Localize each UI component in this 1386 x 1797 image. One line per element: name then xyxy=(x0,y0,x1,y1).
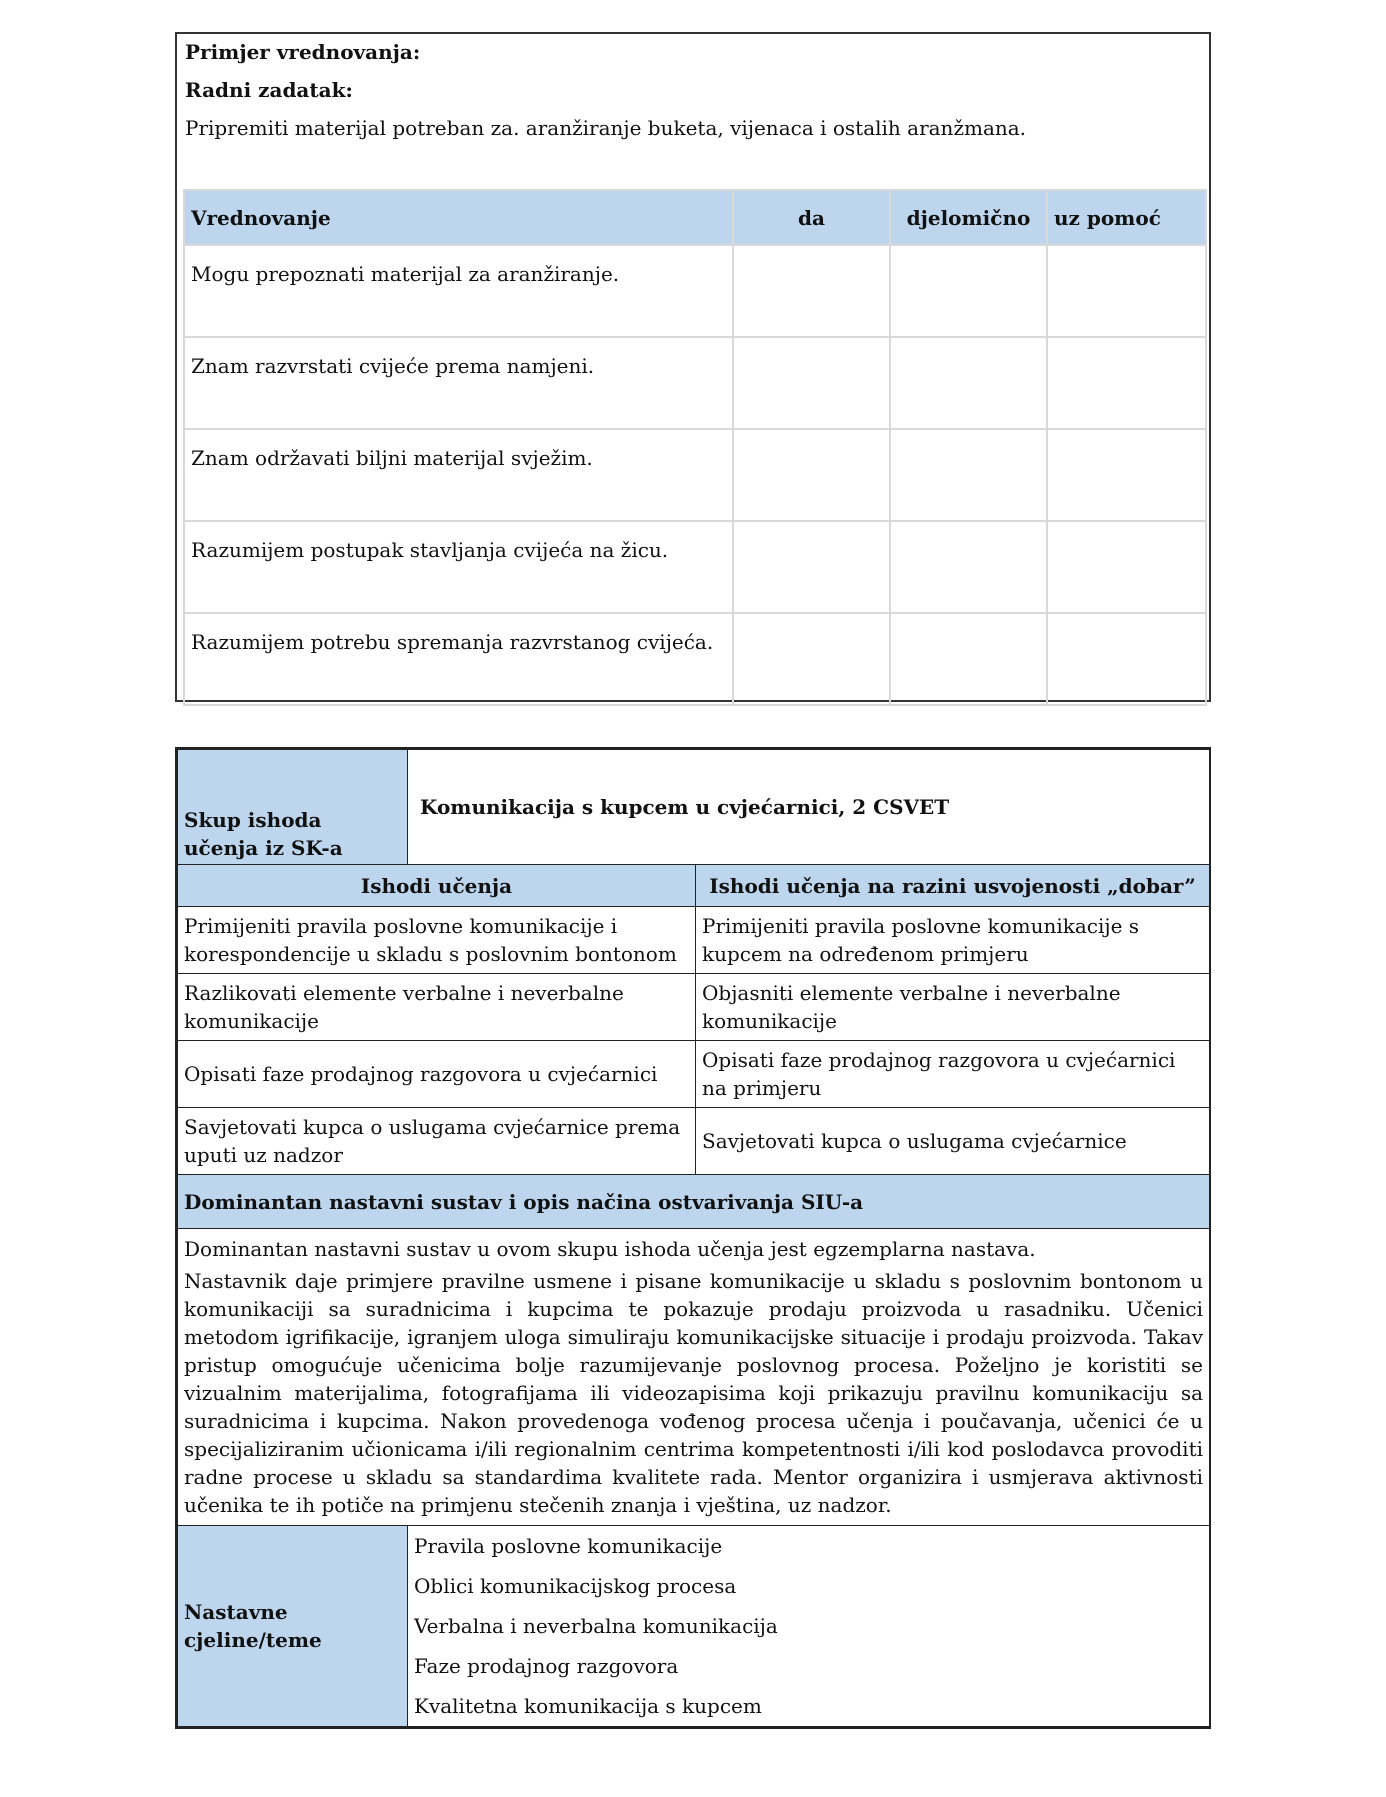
cell-djelomicno[interactable] xyxy=(890,245,1047,337)
outcome-text: Razlikovati elemente verbalne i neverbalne komunikacije xyxy=(178,974,696,1041)
topics-row xyxy=(178,1526,1210,1727)
outcomes-header-row xyxy=(178,865,1210,907)
siu-label: Skup ishoda učenja iz SK-a xyxy=(178,750,408,865)
header-vrednovanje: Vrednovanje xyxy=(184,190,733,245)
criterion-text: Mogu prepoznati materijal za aranžiranje. xyxy=(184,245,733,337)
table-row xyxy=(184,613,1206,705)
cell-da[interactable] xyxy=(733,245,890,337)
table-row xyxy=(184,337,1206,429)
cell-uz-pomoc[interactable] xyxy=(1047,613,1206,705)
topics-list xyxy=(408,1526,1210,1727)
siu-header-row xyxy=(178,750,1210,865)
system-paragraph: Nastavnik daje primjere pravilne usmene i pisane komunikacije u skladu s poslovnim bontonom u komunikaciji sa suradnicima i kupcima te pokazuje prodaju proizvoda u rasadniku. Učenici metodom igrifikacije, igranjem uloga simuliraju komunikacijske situacije i prodaju proizvoda. Takav pristup omogućuje učenicima bolje razumijevanje poslovnog procesa. Poželjno je koristiti se vizualnim materijalima, fotografijama ili videozapisima koji prikazuju pravilnu komunikaciju sa suradnicima i kupcima. Nakon provedenoga vođenog procesa učenja i poučavanja, učenici će u specijaliziranim učionicama i/ili regionalnim centrima kompetentnosti i/ili kod poslodavca provoditi radne procese u skladu sa standardima kvalitete rada. Mentor organizira i usmjerava aktivnosti učenika te ih potiče na primjenu stečenih znanja i vještina, uz nadzor. xyxy=(184,1269,1204,1517)
cell-djelomicno[interactable] xyxy=(890,429,1047,521)
criterion-text: Razumijem postupak stavljanja cvijeća na žicu. xyxy=(184,521,733,613)
table-row xyxy=(184,429,1206,521)
system-description xyxy=(178,1229,1210,1526)
learning-outcomes-set-table xyxy=(175,747,1211,1729)
outcome-row xyxy=(178,974,1210,1041)
topic-item: Kvalitetna komunikacija s kupcem xyxy=(414,1694,762,1718)
system-header-row xyxy=(178,1175,1210,1229)
outcome-text: Primijeniti pravila poslovne komunikacije i korespondencije u skladu s poslovnim bontonom xyxy=(178,907,696,974)
cell-uz-pomoc[interactable] xyxy=(1047,429,1206,521)
topic-item: Verbalna i neverbalna komunikacija xyxy=(414,1614,778,1638)
good-level-text: Savjetovati kupca o uslugama cvjećarnice xyxy=(696,1108,1210,1175)
outcome-row xyxy=(178,907,1210,974)
header-djelomicno: djelomično xyxy=(890,190,1047,245)
evaluation-example-box xyxy=(175,32,1211,702)
good-level-text: Objasniti elemente verbalne i neverbalne komunikacije xyxy=(696,974,1210,1041)
system-header: Dominantan nastavni sustav i opis načina ostvarivanja SIU-a xyxy=(178,1175,1210,1229)
topic-item: Pravila poslovne komunikacije xyxy=(414,1534,723,1558)
cell-da[interactable] xyxy=(733,613,890,705)
task-text: Pripremiti materijal potreban za. aranžiranje buketa, vijenaca i ostalih aranžmana. xyxy=(185,116,1027,140)
table-row xyxy=(184,245,1206,337)
siu-title: Komunikacija s kupcem u cvjećarnici, 2 CSVET xyxy=(408,750,1210,865)
outcomes-header: Ishodi učenja xyxy=(178,865,696,907)
criterion-text: Znam razvrstati cvijeće prema namjeni. xyxy=(184,337,733,429)
cell-da[interactable] xyxy=(733,521,890,613)
topics-label: Nastavne cjeline/teme xyxy=(178,1526,408,1727)
cell-uz-pomoc[interactable] xyxy=(1047,337,1206,429)
system-paragraph: Dominantan nastavni sustav u ovom skupu ishoda učenja jest egzemplarna nastava. xyxy=(184,1237,1036,1261)
cell-djelomicno[interactable] xyxy=(890,521,1047,613)
evaluation-table xyxy=(183,189,1207,706)
header-da: da xyxy=(733,190,890,245)
good-level-text: Primijeniti pravila poslovne komunikacije s kupcem na određenom primjeru xyxy=(696,907,1210,974)
system-description-row xyxy=(178,1229,1210,1526)
good-level-header: Ishodi učenja na razini usvojenosti „dobar” xyxy=(696,865,1210,907)
cell-da[interactable] xyxy=(733,429,890,521)
outcome-text: Opisati faze prodajnog razgovora u cvjećarnici xyxy=(178,1041,696,1108)
criterion-text: Razumijem potrebu spremanja razvrstanog cvijeća. xyxy=(184,613,733,705)
cell-uz-pomoc[interactable] xyxy=(1047,521,1206,613)
good-level-text: Opisati faze prodajnog razgovora u cvjećarnici na primjeru xyxy=(696,1041,1210,1108)
evaluation-heading: Primjer vrednovanja: xyxy=(185,40,421,64)
topic-item: Faze prodajnog razgovora xyxy=(414,1654,679,1678)
topic-item: Oblici komunikacijskog procesa xyxy=(414,1574,737,1598)
cell-djelomicno[interactable] xyxy=(890,613,1047,705)
table-row xyxy=(184,521,1206,613)
criterion-text: Znam održavati biljni materijal svježim. xyxy=(184,429,733,521)
task-heading: Radni zadatak: xyxy=(185,78,353,102)
outcome-row xyxy=(178,1108,1210,1175)
outcome-row xyxy=(178,1041,1210,1108)
outcome-text: Savjetovati kupca o uslugama cvjećarnice prema uputi uz nadzor xyxy=(178,1108,696,1175)
cell-djelomicno[interactable] xyxy=(890,337,1047,429)
evaluation-header-row xyxy=(184,190,1206,245)
cell-uz-pomoc[interactable] xyxy=(1047,245,1206,337)
cell-da[interactable] xyxy=(733,337,890,429)
header-uz-pomoc: uz pomoć xyxy=(1047,190,1206,245)
